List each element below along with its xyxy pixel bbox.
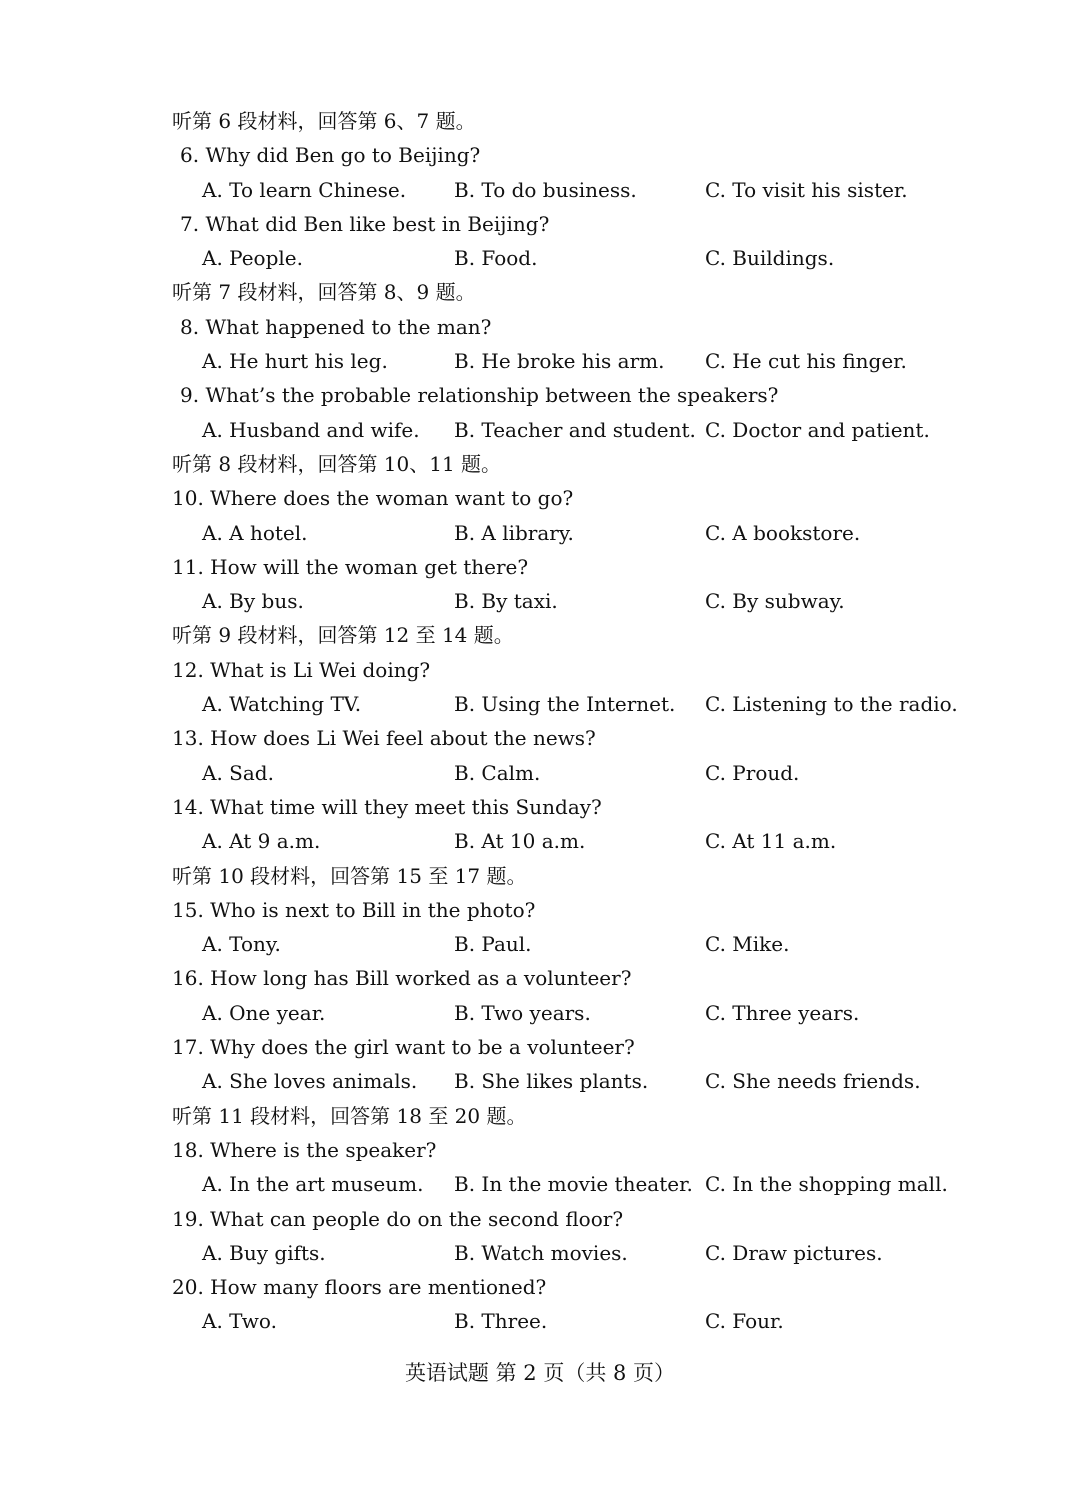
answer-options [172,413,932,447]
option-b: B. A library. [454,520,574,545]
option-c: C. At 11 a.m. [705,829,837,854]
option-a: A. Tony. [202,932,281,957]
answer-options [172,687,958,721]
option-c: C. Buildings. [705,246,835,271]
option-c: C. A bookstore. [705,520,861,545]
option-c: C. Three years. [705,1000,860,1025]
option-a: A. Watching TV. [202,692,362,717]
option-b: B. To do business. [454,177,637,202]
option-b: B. He broke his arm. [454,349,665,374]
option-c: C. Proud. [705,760,800,785]
option-b: B. Teacher and student. [454,417,696,442]
question-text: 15. Who is next to Bill in the photo? [172,897,536,922]
answer-options [172,996,932,1030]
option-b: B. At 10 a.m. [454,829,586,854]
question-text: 11. How will the woman get there? [172,554,529,579]
option-b: B. She likes plants. [454,1069,649,1094]
option-c: C. In the shopping mall. [705,1172,948,1197]
question-text: 8. What happened to the man? [180,314,492,339]
option-c: C. Listening to the radio. [705,692,958,717]
option-a: A. By bus. [202,589,304,614]
option-a: A. He hurt his leg. [202,349,388,374]
question-text: 20. How many floors are mentioned? [172,1275,547,1300]
option-a: A. Sad. [202,760,274,785]
answer-options [172,756,932,790]
option-b: B. Two years. [454,1000,591,1025]
section-heading: 听第 9 段材料，回答第 12 至 14 题。 [172,623,514,648]
question-text: 19. What can people do on the second floor? [172,1206,624,1231]
answer-options [172,927,932,961]
section-heading: 听第 7 段材料，回答第 8、9 题。 [172,280,476,305]
question-text: 9. What’s the probable relationship between the speakers? [180,383,779,408]
answer-options [172,344,932,378]
option-b: B. Food. [454,246,538,271]
option-a: A. In the art museum. [202,1172,424,1197]
option-c: C. By subway. [705,589,845,614]
answer-options [172,1167,948,1201]
section-heading: 听第 8 段材料，回答第 10、11 题。 [172,451,502,476]
page-footer: 英语试题 第 2 页（共 8 页） [404,1361,676,1385]
question-text: 17. Why does the girl want to be a volunteer? [172,1035,635,1060]
option-a: A. To learn Chinese. [202,177,407,202]
option-b: B. Paul. [454,932,532,957]
option-c: C. She needs friends. [705,1069,921,1094]
answer-options [172,1304,932,1338]
answer-options [172,516,932,550]
question-text: 6. Why did Ben go to Beijing? [180,143,481,168]
option-c: C. Mike. [705,932,790,957]
answer-options [172,1236,932,1270]
section-heading: 听第 6 段材料，回答第 6、7 题。 [172,109,476,133]
option-a: A. One year. [202,1000,326,1025]
listening-questions [172,104,958,1339]
option-b: B. In the movie theater. [454,1172,693,1197]
section-heading: 听第 11 段材料，回答第 18 至 20 题。 [172,1103,527,1128]
option-c: C. Four. [705,1309,784,1334]
option-b: B. Three. [454,1309,548,1334]
option-b: B. Watch movies. [454,1240,628,1265]
option-c: C. Draw pictures. [705,1240,883,1265]
question-text: 13. How does Li Wei feel about the news? [172,726,596,751]
question-text: 7. What did Ben like best in Beijing? [180,211,550,236]
option-b: B. By taxi. [454,589,558,614]
answer-options [172,824,932,858]
option-a: A. She loves animals. [202,1069,418,1094]
question-text: 16. How long has Bill worked as a volunteer? [172,966,632,991]
option-a: A. Buy gifts. [202,1240,326,1265]
option-a: A. Husband and wife. [202,417,420,442]
question-text: 12. What is Li Wei doing? [172,657,431,682]
question-text: 18. Where is the speaker? [172,1137,437,1162]
answer-options [172,1064,932,1098]
option-c: C. Doctor and patient. [705,417,930,442]
answer-options [172,241,932,275]
option-c: C. To visit his sister. [705,177,908,202]
question-text: 14. What time will they meet this Sunday? [172,794,602,819]
option-a: A. Two. [202,1309,277,1334]
option-b: B. Calm. [454,760,541,785]
answer-options [172,584,932,618]
answer-options [172,173,932,207]
question-text: 10. Where does the woman want to go? [172,486,574,511]
section-heading: 听第 10 段材料，回答第 15 至 17 题。 [172,863,527,888]
option-b: B. Using the Internet. [454,692,676,717]
option-a: A. People. [202,246,303,271]
option-c: C. He cut his finger. [705,349,907,374]
option-a: A. A hotel. [202,520,308,545]
option-a: A. At 9 a.m. [202,829,321,854]
